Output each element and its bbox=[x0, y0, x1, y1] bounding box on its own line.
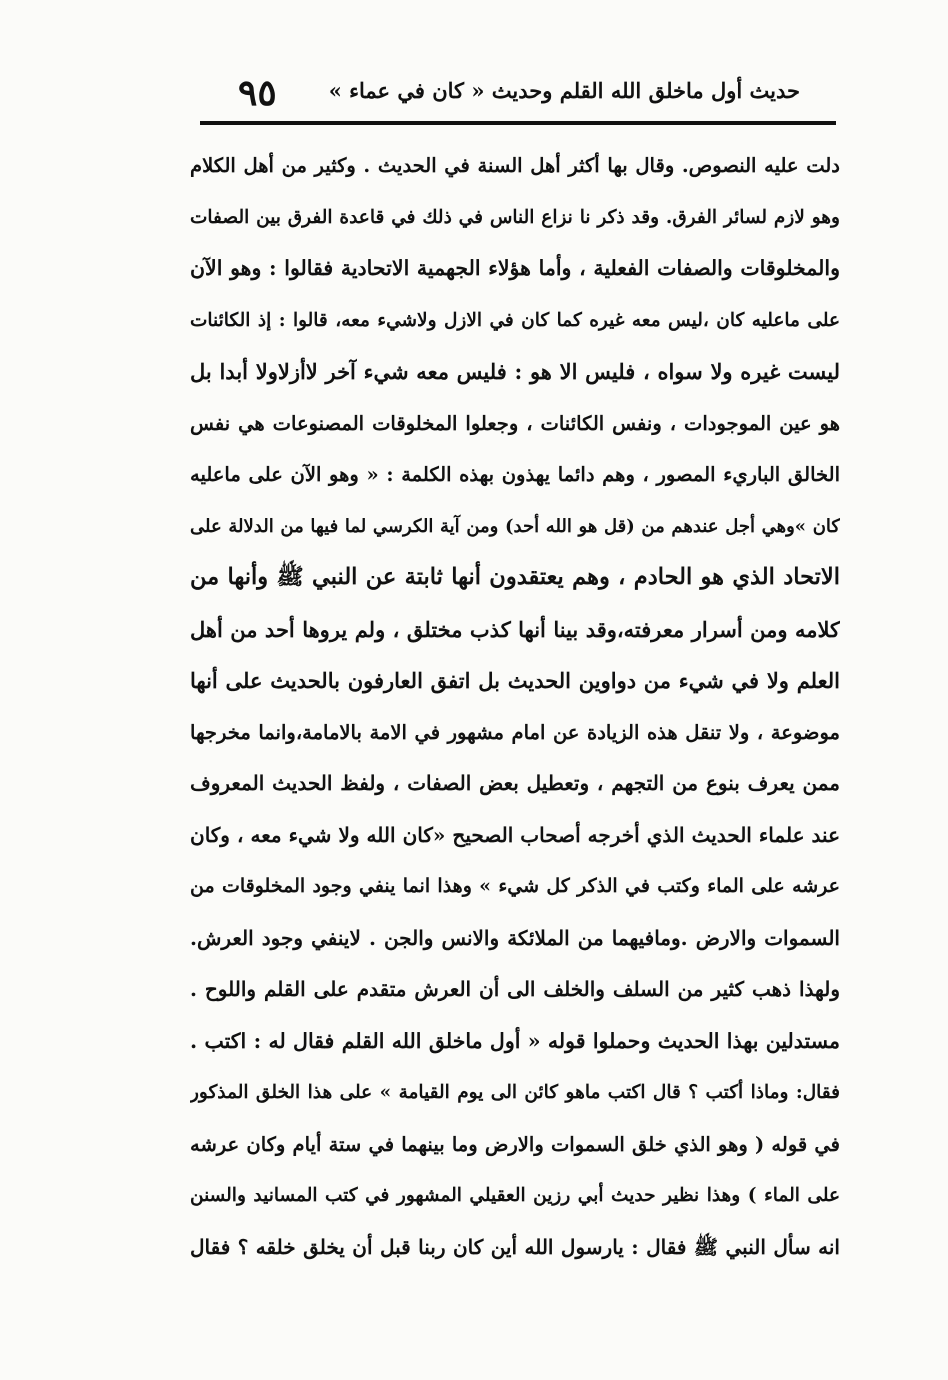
text-line: ليست غيره ولا سواه ، فليس الا هو : فليس معه شيء آخر لاأزلاولا أبدا بل bbox=[190, 359, 840, 384]
text-line: وهو لازم لسائر الفرق. وقد ذكر نا نزاع الناس في ذلك في قاعدة الفرق بين الصفات bbox=[190, 206, 840, 228]
page-header bbox=[200, 72, 800, 122]
text-line: في قوله ( وهو الذي خلق السموات والارض وما بينهما في ستة أيام وكان عرشه bbox=[190, 1132, 840, 1156]
text-line: عند علماء الحديث الذي أخرجه أصحاب الصحيح «كان الله ولا شيء معه ، وكان bbox=[190, 822, 840, 847]
text-line: والمخلوقات والصفات الفعلية ، وأما هؤلاء الجهمية الاتحادية فقالوا : وهو الآن bbox=[190, 256, 840, 280]
text-line: كلامه ومن أسرار معرفته،وقد بينا أنها كذب مختلق ، ولم يروها أحد من أهل bbox=[190, 616, 840, 642]
text-line: ولهذا ذهب كثير من السلف والخلف الى أن العرش متقدم على القلم واللوح . bbox=[190, 977, 840, 1001]
text-line: فقال: وماذا أكتب ؟ قال اكتب ماهو كائن الى يوم القيامة » على هذا الخلق المذكور bbox=[190, 1082, 840, 1103]
text-line: الخالق الباريء المصور ، وهم دائما يهذون بهذه الكلمة : « وهو الآن على ماعليه bbox=[190, 463, 840, 486]
body-text bbox=[190, 140, 840, 1273]
text-line: موضوعة ، ولا تنقل هذه الزيادة عن امام مشهور في الامة بالامامة،وانما مخرجها bbox=[190, 720, 840, 744]
header-rule bbox=[200, 121, 836, 125]
text-line: عرشه على الماء وكتب في الذكر كل شيء » وهذا انما ينفي وجود المخلوقات من bbox=[190, 875, 840, 897]
text-line: هو عين الموجودات ، ونفس الكائنات ، وجعلوا المخلوقات المصنوعات هي نفس bbox=[190, 411, 840, 435]
text-line: مستدلين بهذا الحديث وحملوا قوله « أول ماخلق الله القلم فقال له : اكتب . bbox=[190, 1028, 840, 1053]
text-line: على ماعليه كان ،ليس معه غيره كما كان في الازل ولاشيء معه، قالوا : إذ الكائنات bbox=[190, 309, 840, 331]
text-line: ممن يعرف بنوع من التجهم ، وتعطيل بعض الصفات ، ولفظ الحديث المعروف bbox=[190, 771, 840, 795]
page-number: ٩٥ bbox=[238, 72, 277, 114]
text-line: كان »وهي أجل عندهم من (قل هو الله أحد) ومن آية الكرسي لما فيها من الدلالة على bbox=[190, 515, 840, 537]
text-line: السموات والارض .ومافيهما من الملائكة والانس والجن . لاينفي وجود العرش. bbox=[190, 925, 840, 950]
text-line: الاتحاد الذي هو الحادم ، وهم يعتقدون أنها ثابتة عن النبي ﷺ وأنها من bbox=[190, 564, 840, 590]
text-line: دلت عليه النصوص. وقال بها أكثر أهل السنة في الحديث . وكثير من أهل الكلام bbox=[190, 154, 840, 177]
text-line: العلم ولا في شيء من دواوين الحديث بل اتفق العارفون بالحديث على أنها bbox=[190, 668, 840, 693]
text-line: انه سأل النبي ﷺ فقال : يارسول الله أين كان ربنا قبل أن يخلق خلقه ؟ فقال bbox=[190, 1234, 840, 1259]
running-title: حديث أول ماخلق الله القلم وحديث « كان في عماء » bbox=[328, 78, 800, 103]
text-line: على الماء ) وهذا نظير حديث أبي رزين العقيلي المشهور في كتب المسانيد والسنن bbox=[190, 1185, 840, 1206]
